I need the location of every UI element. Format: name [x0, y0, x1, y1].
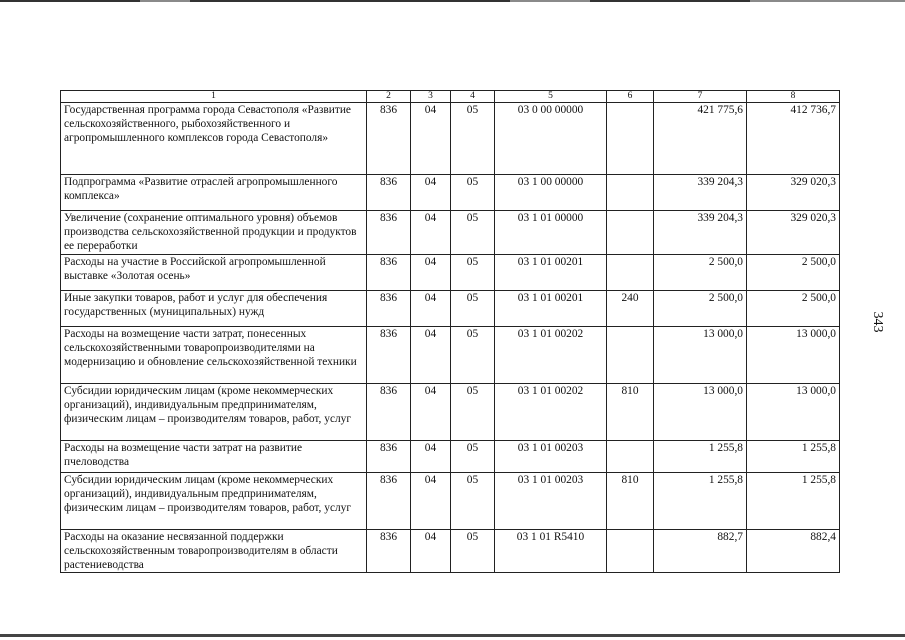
- cell-expense-type: [607, 211, 654, 255]
- cell-amount-year2: 2 500,0: [747, 254, 840, 290]
- column-header: 6: [607, 91, 654, 103]
- column-header: 3: [411, 91, 451, 103]
- cell-section: 04: [411, 254, 451, 290]
- cell-expense-type: [607, 175, 654, 211]
- cell-amount-year2: 13 000,0: [747, 326, 840, 383]
- cell-amount-year2: 329 020,3: [747, 211, 840, 255]
- cell-amount-year2: 13 000,0: [747, 383, 840, 440]
- column-header: 7: [654, 91, 747, 103]
- table-row: [61, 383, 840, 440]
- cell-expense-type: [607, 103, 654, 175]
- cell-subsection: 05: [451, 254, 495, 290]
- cell-name: Государственная программа города Севастополя «Развитие сельскохозяйственного, рыбохозяйственного и агропромышленного комплексов города Севастополя»: [61, 103, 367, 175]
- cell-admin-code: 836: [367, 529, 411, 573]
- table-row: [61, 472, 840, 529]
- cell-section: 04: [411, 472, 451, 529]
- cell-expense-type: [607, 254, 654, 290]
- cell-subsection: 05: [451, 440, 495, 472]
- cell-section: 04: [411, 440, 451, 472]
- cell-subsection: 05: [451, 211, 495, 255]
- cell-name: Субсидии юридическим лицам (кроме некоммерческих организаций), индивидуальным предпринимателям, физическим лицам – производителям товаров, работ, услуг: [61, 383, 367, 440]
- table-header-row: [61, 91, 840, 103]
- cell-amount-year1: 2 500,0: [654, 254, 747, 290]
- cell-section: 04: [411, 290, 451, 326]
- cell-target-article: 03 1 01 00201: [495, 290, 607, 326]
- cell-amount-year2: 329 020,3: [747, 175, 840, 211]
- table-row: [61, 529, 840, 573]
- table-row: [61, 290, 840, 326]
- cell-amount-year1: 421 775,6: [654, 103, 747, 175]
- cell-amount-year1: 1 255,8: [654, 472, 747, 529]
- cell-amount-year2: 412 736,7: [747, 103, 840, 175]
- cell-section: 04: [411, 529, 451, 573]
- cell-amount-year1: 339 204,3: [654, 211, 747, 255]
- cell-expense-type: [607, 529, 654, 573]
- cell-name: Субсидии юридическим лицам (кроме некоммерческих организаций), индивидуальным предпринимателям, физическим лицам – производителям товаров, работ, услуг: [61, 472, 367, 529]
- cell-amount-year1: 882,7: [654, 529, 747, 573]
- cell-admin-code: 836: [367, 383, 411, 440]
- cell-admin-code: 836: [367, 440, 411, 472]
- cell-section: 04: [411, 175, 451, 211]
- column-header: 1: [61, 91, 367, 103]
- cell-amount-year2: 1 255,8: [747, 440, 840, 472]
- page-number: 343: [870, 311, 885, 333]
- cell-amount-year2: 1 255,8: [747, 472, 840, 529]
- column-header: 8: [747, 91, 840, 103]
- table-row: [61, 326, 840, 383]
- cell-expense-type: 810: [607, 383, 654, 440]
- cell-subsection: 05: [451, 472, 495, 529]
- cell-subsection: 05: [451, 326, 495, 383]
- cell-target-article: 03 1 01 00201: [495, 254, 607, 290]
- cell-target-article: 03 1 01 00202: [495, 383, 607, 440]
- cell-target-article: 03 0 00 00000: [495, 103, 607, 175]
- table-row: [61, 254, 840, 290]
- cell-admin-code: 836: [367, 326, 411, 383]
- budget-table: [60, 90, 840, 573]
- cell-subsection: 05: [451, 383, 495, 440]
- cell-subsection: 05: [451, 103, 495, 175]
- cell-name: Иные закупки товаров, работ и услуг для обеспечения государственных (муниципальных) нужд: [61, 290, 367, 326]
- column-header: 4: [451, 91, 495, 103]
- cell-subsection: 05: [451, 529, 495, 573]
- cell-amount-year2: 2 500,0: [747, 290, 840, 326]
- table-row: [61, 440, 840, 472]
- cell-admin-code: 836: [367, 290, 411, 326]
- cell-name: Расходы на возмещение части затрат, понесенных сельскохозяйственными товаропроизводителями на модернизацию и обновление сельскохозяйственной техники: [61, 326, 367, 383]
- table-row: [61, 211, 840, 255]
- scan-top-edge: [0, 0, 905, 2]
- cell-target-article: 03 1 01 00000: [495, 211, 607, 255]
- cell-admin-code: 836: [367, 254, 411, 290]
- column-header: 2: [367, 91, 411, 103]
- cell-amount-year1: 2 500,0: [654, 290, 747, 326]
- table-row: [61, 103, 840, 175]
- cell-name: Увеличение (сохранение оптимального уровня) объемов производства сельскохозяйственной продукции и продуктов ее переработки: [61, 211, 367, 255]
- cell-amount-year1: 339 204,3: [654, 175, 747, 211]
- cell-name: Расходы на возмещение части затрат на развитие пчеловодства: [61, 440, 367, 472]
- cell-section: 04: [411, 211, 451, 255]
- cell-amount-year1: 1 255,8: [654, 440, 747, 472]
- cell-name: Расходы на участие в Российской агропромышленной выставке «Золотая осень»: [61, 254, 367, 290]
- cell-target-article: 03 1 01 00203: [495, 440, 607, 472]
- cell-admin-code: 836: [367, 103, 411, 175]
- cell-subsection: 05: [451, 175, 495, 211]
- cell-amount-year1: 13 000,0: [654, 383, 747, 440]
- cell-name: Расходы на оказание несвязанной поддержки сельскохозяйственным товаропроизводителям в области растениеводства: [61, 529, 367, 573]
- cell-target-article: 03 1 01 00203: [495, 472, 607, 529]
- cell-expense-type: [607, 440, 654, 472]
- cell-section: 04: [411, 103, 451, 175]
- cell-expense-type: [607, 326, 654, 383]
- cell-admin-code: 836: [367, 211, 411, 255]
- table-row: [61, 175, 840, 211]
- column-header: 5: [495, 91, 607, 103]
- cell-target-article: 03 1 00 00000: [495, 175, 607, 211]
- scan-bottom-edge: [0, 634, 905, 637]
- cell-expense-type: 810: [607, 472, 654, 529]
- cell-amount-year1: 13 000,0: [654, 326, 747, 383]
- cell-target-article: 03 1 01 R5410: [495, 529, 607, 573]
- cell-admin-code: 836: [367, 175, 411, 211]
- cell-name: Подпрограмма «Развитие отраслей агропромышленного комплекса»: [61, 175, 367, 211]
- cell-subsection: 05: [451, 290, 495, 326]
- cell-section: 04: [411, 383, 451, 440]
- cell-amount-year2: 882,4: [747, 529, 840, 573]
- cell-target-article: 03 1 01 00202: [495, 326, 607, 383]
- cell-expense-type: 240: [607, 290, 654, 326]
- cell-section: 04: [411, 326, 451, 383]
- cell-admin-code: 836: [367, 472, 411, 529]
